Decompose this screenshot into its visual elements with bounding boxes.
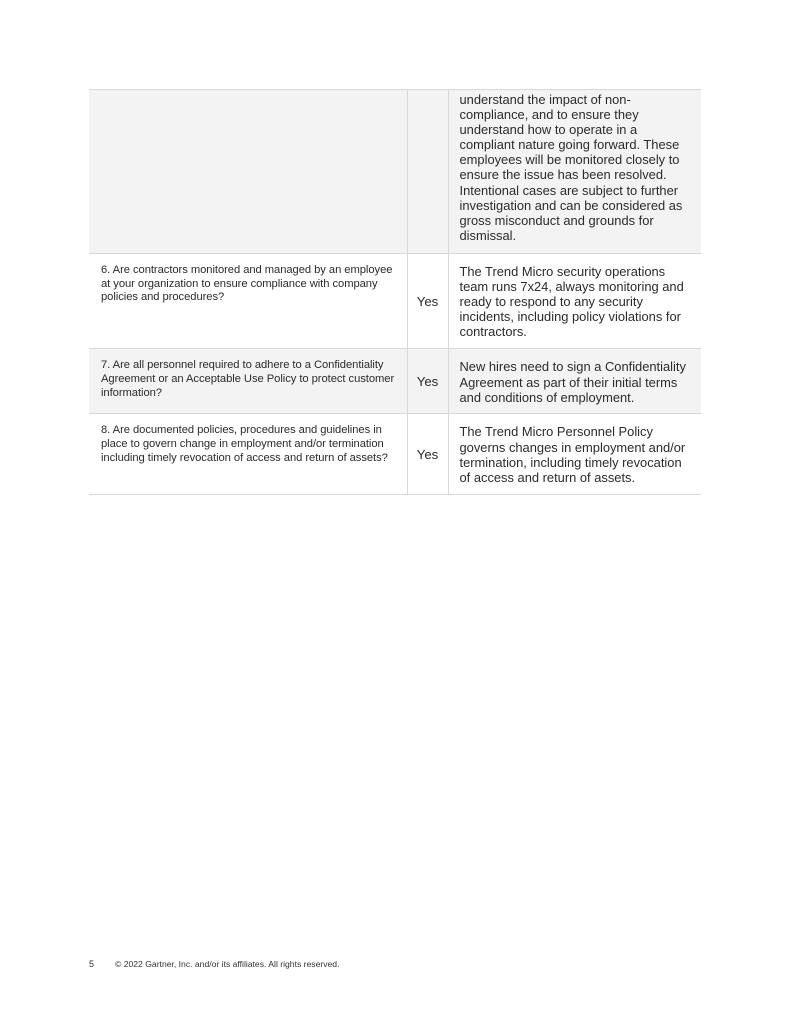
question-cell <box>89 414 407 494</box>
table-row <box>89 414 701 494</box>
comment-text: New hires need to sign a Confidentiality Agreement as part of their initial terms and conditions of employment. <box>459 359 686 405</box>
copyright-notice: © 2022 Gartner, Inc. and/or its affiliates. All rights reserved. <box>115 959 340 969</box>
answer-text: Yes <box>416 293 439 309</box>
comment-cell <box>448 414 701 494</box>
comment-cell <box>448 254 701 349</box>
question-text: 7. Are all personnel required to adhere to a Confidentiality Agreement or an Acceptable Use Policy to protect customer information? <box>101 359 395 399</box>
page-number: 5 <box>89 959 95 969</box>
question-cell <box>89 254 407 349</box>
comment-cell <box>448 349 701 414</box>
answer-text: Yes <box>416 446 439 462</box>
question-text: 8. Are documented policies, procedures and guidelines in place to govern change in employment and/or termination including timely revocation of access and return of assets? <box>101 424 388 464</box>
comment-text: The Trend Micro security operations team runs 7x24, always monitoring and ready to respond to any security incidents, including policy violations for contractors. <box>459 264 684 340</box>
answer-cell <box>407 349 448 414</box>
table-row <box>89 254 701 349</box>
answer-cell <box>407 414 448 494</box>
table-row <box>89 90 701 254</box>
comment-text: The Trend Micro Personnel Policy governs changes in employment and/or termination, including timely revocation of access and return of assets. <box>459 424 686 485</box>
answer-cell <box>407 254 448 349</box>
question-cell <box>89 349 407 414</box>
answer-text: Yes <box>416 373 439 389</box>
question-cell <box>89 90 407 254</box>
question-text <box>89 90 407 100</box>
table-row <box>89 349 701 414</box>
answer-cell <box>407 90 448 254</box>
comment-text: understand the impact of non-compliance, and to ensure they understand how to operate in a compliant nature going forward. These employees will be monitored closely to ensure the issue has been resolved. Intentional cases are subject to further investigation and can be considered as gross misconduct and grounds for dismissal. <box>459 92 683 243</box>
question-text: 6. Are contractors monitored and managed by an employee at your organization to ensure compliance with company policies and procedures? <box>101 264 393 304</box>
comment-cell <box>448 90 701 254</box>
questionnaire-table <box>89 89 701 495</box>
page-footer <box>89 959 339 969</box>
